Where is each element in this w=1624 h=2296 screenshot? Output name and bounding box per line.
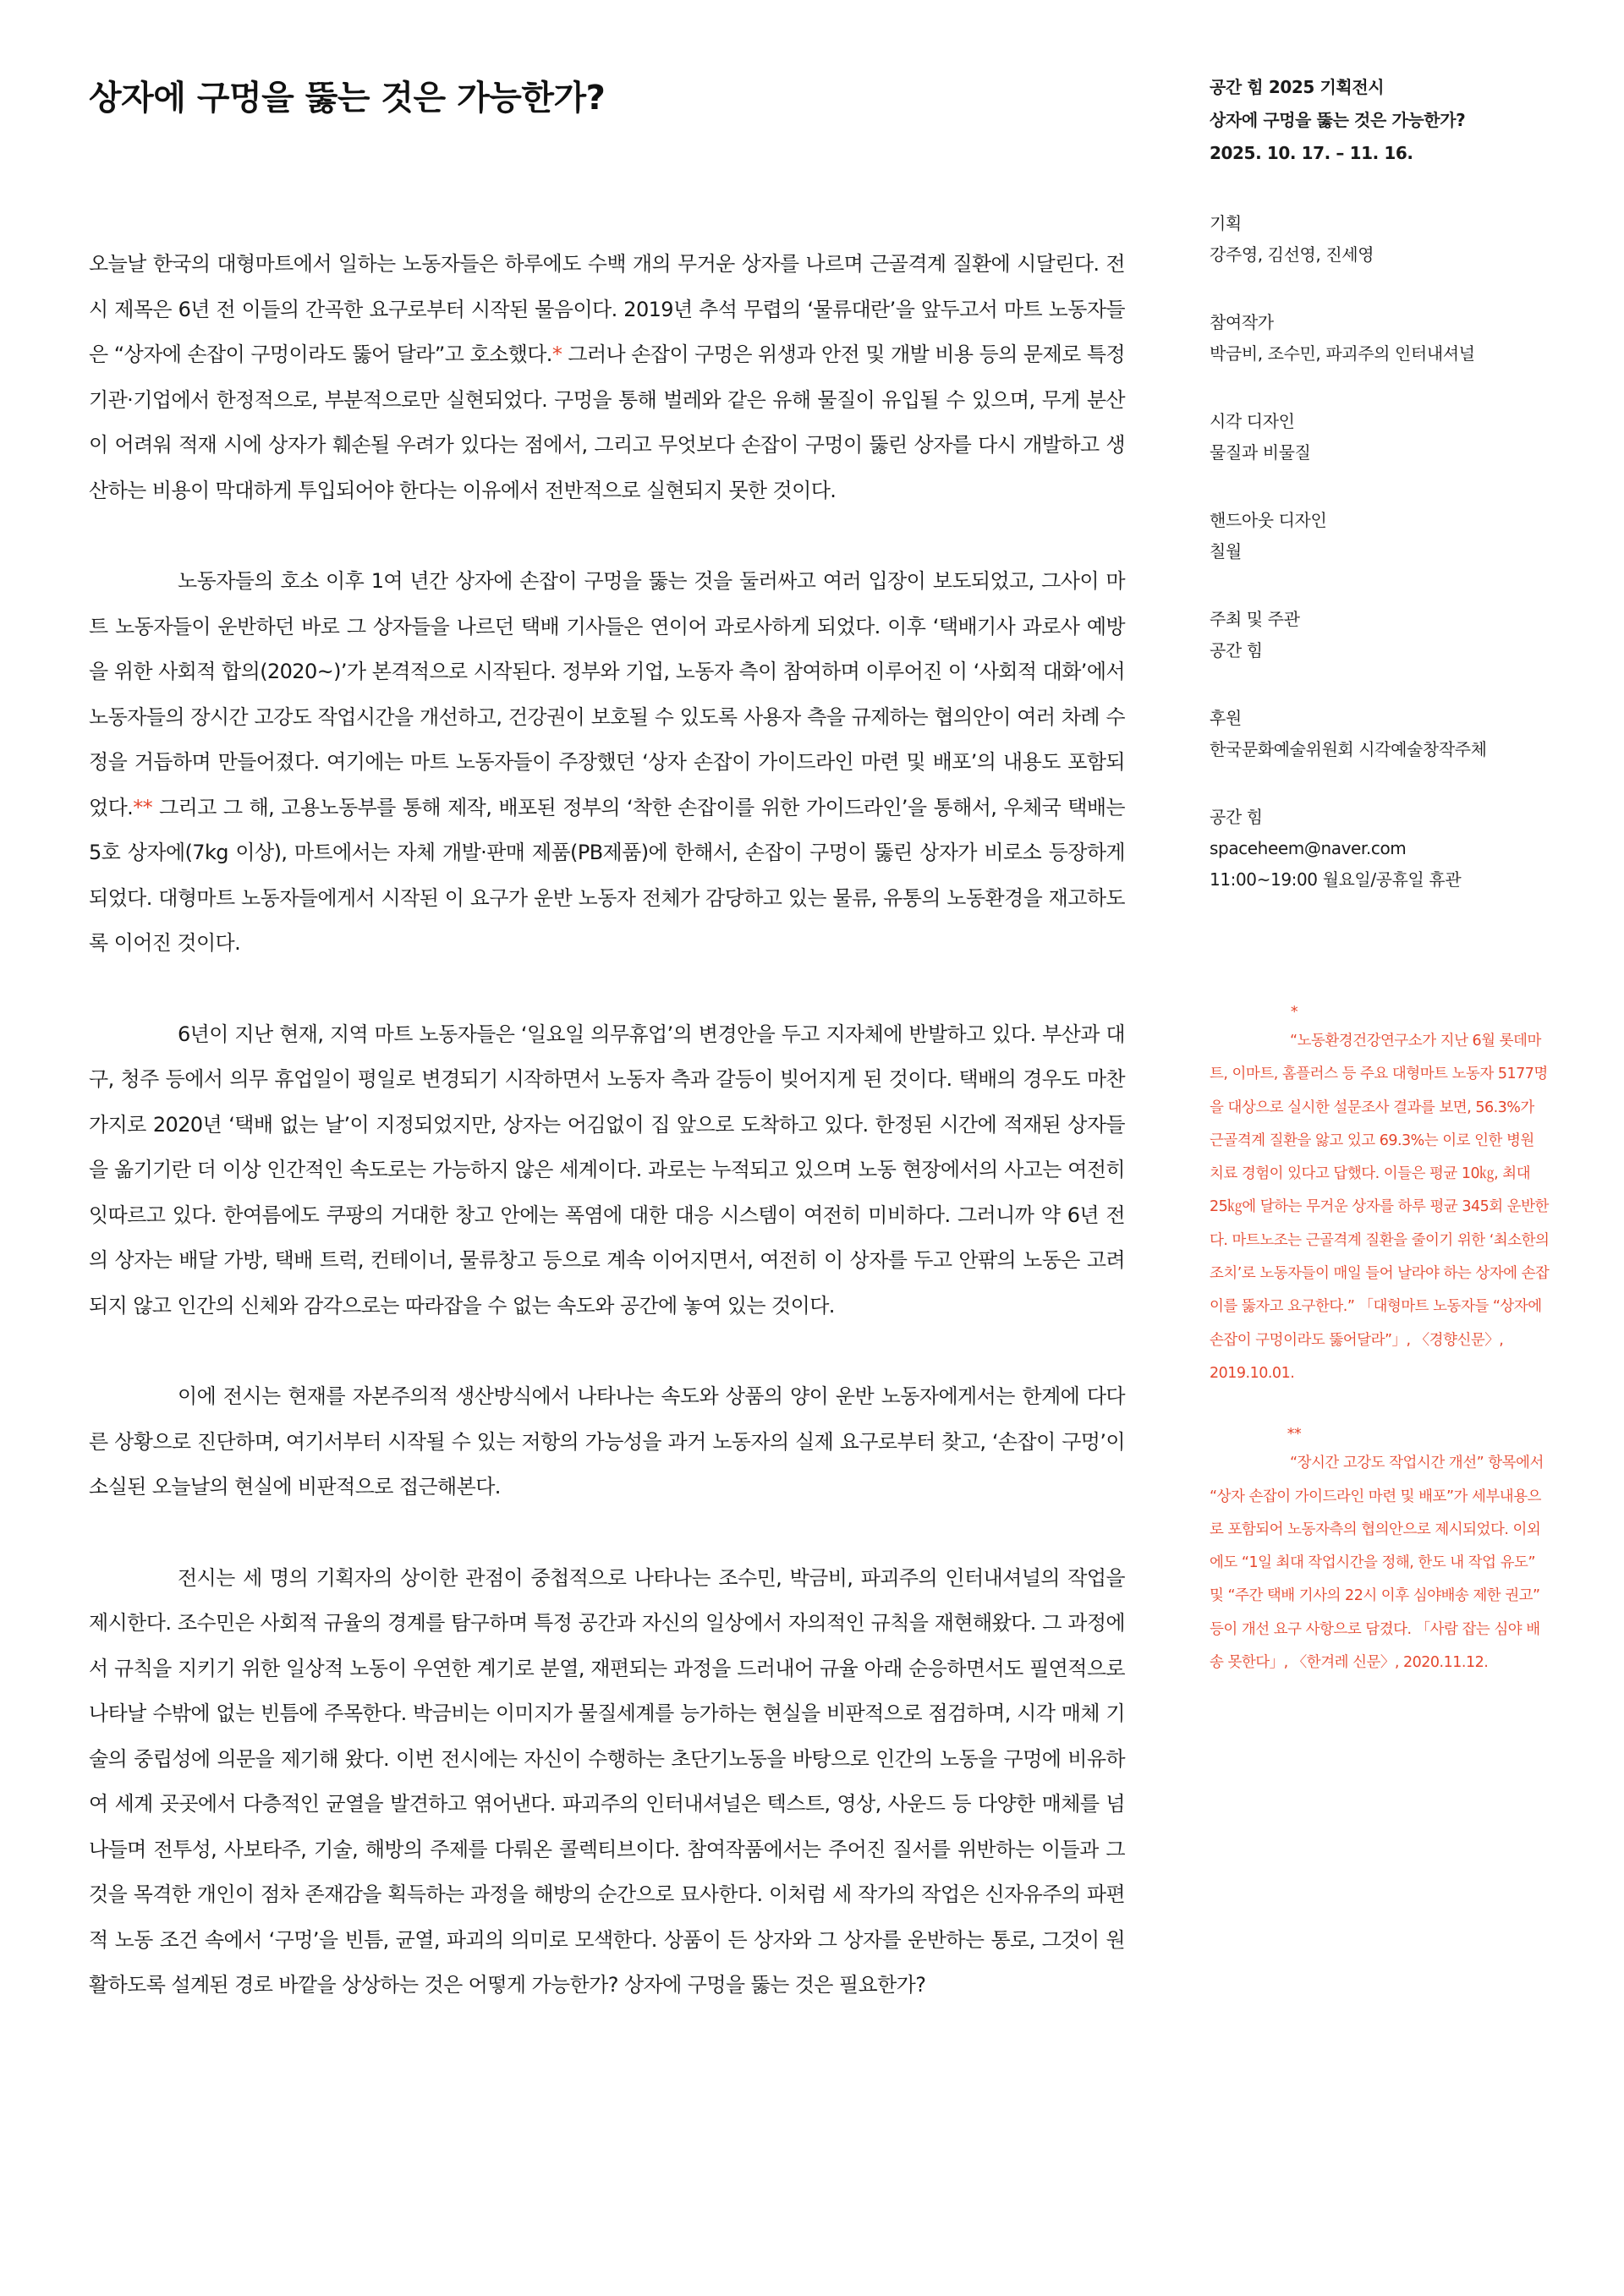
- paragraph-2-text-b: 그리고 그 해, 고용노동부를 통해 제작, 배포된 정부의 ‘착한 손잡이를 위한 가이드라인’을 통해서, 우체국 택배는 5호 상자에(7kg 이상), 마트에서는 자체 개발·판매 제품(PB제품)에 한해서, 손잡이 구멍이 뚫린 상자가 비로소 등장하게 되었다. 대형마트 노동자들에게서 시작된 이 요구가 운반 노동자 전체가 감당하고 있는 물류, 유통의 노동환경을 재고하도록 이어진 것이다.: [89, 795, 1125, 955]
- paragraph-2-text-a: 노동자들의 호소 이후 1여 년간 상자에 손잡이 구멍을 뚫는 것을 둘러싸고 여러 입장이 보도되었고, 그사이 마트 노동자들이 운반하던 바로 그 상자들을 나르던 택배 기사들은 연이어 과로사하게 되었다. 이후 ‘택배기사 과로사 예방을 위한 사회적 합의(2020~)’가 본격적으로 시작된다. 정부와 기업, 노동자 측이 참여하며 이루어진 이 ‘사회적 대화’에서 노동자들의 장시간 고강도 작업시간을 개선하고, 건강권이 보호될 수 있도록 사용자 측을 규제하는 협의안이 여러 차례 수정을 거듭하며 만들어졌다. 여기에는 마트 노동자들이 주장했던 ‘상자 손잡이 가이드라인 마련 및 배포’의 내용도 포함되었다.: [89, 569, 1125, 819]
- credit-value: 공간 힘: [1210, 640, 1263, 660]
- footnotes: [1210, 1000, 1552, 1711]
- credit-label: 주최 및 주관: [1210, 609, 1300, 629]
- credit-value: 박금비, 조수민, 파괴주의 인터내셔널: [1210, 343, 1475, 364]
- credit-label: 기획: [1210, 213, 1242, 233]
- credit-visual-design: [1210, 406, 1548, 469]
- paragraph-2: [89, 559, 1125, 967]
- credit-value: 한국문화예술위원회 시각예술창작주체: [1210, 739, 1487, 759]
- credit-handout-design: [1210, 505, 1548, 567]
- exhibition-info-sidebar: [1210, 71, 1548, 932]
- credit-value: 강주영, 김선영, 진세영: [1210, 244, 1374, 265]
- footnote-mark: *: [1290, 1004, 1298, 1021]
- paragraph-3: 6년이 지난 현재, 지역 마트 노동자들은 ‘일요일 의무휴업’의 변경안을 두고 지자체에 반발하고 있다. 부산과 대구, 청주 등에서 의무 휴업일이 평일로 변경되기 시작하면서 노동자 측과 갈등이 빚어지게 된 것이다. 택배의 경우도 마찬가지로 2020년 ‘택배 없는 날’이 지정되었지만, 상자는 어김없이 집 앞으로 도착하고 있다. 한정된 시간에 적재된 상자들을 옮기기란 더 이상 인간적인 속도로는 가능하지 않은 세계이다. 과로는 누적되고 있으며 노동 현장에서의 사고는 여전히 잇따르고 있다. 한여름에도 쿠팡의 거대한 창고 안에는 폭염에 대한 대응 시스템이 여전히 미비하다. 그러니까 약 6년 전의 상자는 배달 가방, 택배 트럭, 컨테이너, 물류창고 등으로 계속 이어지면서, 여전히 이 상자를 두고 안팎의 노동은 고려되지 않고 인간의 신체와 감각으로는 따라잡을 수 없는 속도와 공간에 놓여 있는 것이다.: [89, 1022, 1125, 1318]
- exhibition-title: 상자에 구멍을 뚫는 것은 가능한가?: [1210, 110, 1466, 130]
- footnote-ref-1: *: [551, 342, 562, 366]
- credit-organizer: [1210, 604, 1548, 666]
- footnote-mark: **: [1287, 1426, 1302, 1444]
- paragraph-5: 전시는 세 명의 기획자의 상이한 관점이 중첩적으로 나타나는 조수민, 박금비, 파괴주의 인터내셔널의 작업을 제시한다. 조수민은 사회적 규율의 경계를 탐구하며 특정 공간과 자신의 일상에서 자의적인 규칙을 재현해왔다. 그 과정에서 규칙을 지키기 위한 일상적 노동이 우연한 계기로 분열, 재편되는 과정을 드러내어 규율 아래 순응하면서도 필연적으로 나타날 수밖에 없는 빈틈에 주목한다. 박금비는 이미지가 물질세계를 능가하는 현실을 비판적으로 점검하며, 시각 매체 기술의 중립성에 의문을 제기해 왔다. 이번 전시에는 자신이 수행하는 초단기노동을 바탕으로 인간의 노동을 구멍에 비유하여 세계 곳곳에서 다층적인 균열을 발견하고 엮어낸다. 파괴주의 인터내셔널은 텍스트, 영상, 사운드 등 다양한 매체를 넘나들며 전투성, 사보타주, 기술, 해방의 주제를 다뤄온 콜렉티브이다. 참여작품에서는 주어진 질서를 위반하는 이들과 그것을 목격한 개인이 점차 존재감을 획득하는 과정을 해방의 순간으로 묘사한다. 이처럼 세 작가의 작업은 신자유주의 파편적 노동 조건 속에서 ‘구멍’을 빈틈, 균열, 파괴의 의미로 모색한다. 상품이 든 상자와 그 상자를 운반하는 통로, 그것이 원활하도록 설계된 경로 바깥을 상상하는 것은 어떻게 가능한가? 상자에 구멍을 뚫는 것은 필요한가?: [89, 1565, 1125, 1997]
- footnote-ref-2: **: [133, 795, 153, 819]
- venue-name: 공간 힘: [1210, 807, 1263, 827]
- credit-curation: [1210, 208, 1548, 271]
- credit-label: 핸드아웃 디자인: [1210, 510, 1327, 530]
- credit-value: 물질과 비물질: [1210, 442, 1311, 463]
- credit-label: 후원: [1210, 708, 1242, 728]
- credit-label: 시각 디자인: [1210, 411, 1295, 431]
- credit-label: 참여작가: [1210, 312, 1274, 332]
- paragraph-1: [89, 242, 1125, 513]
- venue-info: [1210, 802, 1548, 896]
- footnote-1: [1210, 1000, 1552, 1390]
- paragraph-1-text-a: 오늘날 한국의 대형마트에서 일하는 노동자들은 하루에도 수백 개의 무거운 상자를 나르며 근골격계 질환에 시달린다. 전시 제목은 6년 전 이들의 간곡한 요구로부터 시작된 물음이다. 2019년 추석 무렵의 ‘물류대란’을 앞두고서 마트 노동자들은 “상자에 손잡이 구멍이라도 뚫어 달라”고 호소했다.: [89, 252, 1125, 366]
- main-text: [89, 242, 1125, 2054]
- venue-hours: 11:00~19:00 월요일/공휴일 휴관: [1210, 869, 1462, 890]
- credit-sponsor: [1210, 703, 1548, 765]
- credit-value: 칠월: [1210, 541, 1242, 562]
- exhibition-series: 공간 힘 2025 기획전시: [1210, 77, 1385, 97]
- footnote-text: “노동환경건강연구소가 지난 6월 롯데마트, 이마트, 홈플러스 등 주요 대형마트 노동자 5177명을 대상으로 실시한 설문조사 결과를 보면, 56.3%가 근골격계 질환을 앓고 있고 69.3%는 이로 인한 병원 치료 경험이 있다고 답했다. 이들은 평균 10㎏, 최대 25㎏에 달하는 무거운 상자를 하루 평균 345회 운반한다. 마트노조는 근골격계 질환을 줄이기 위한 ‘최소한의 조치’로 노동자들이 매일 들어 날라야 하는 상자에 손잡이를 뚫자고 요구한다.” 「대형마트 노동자들 “상자에 손잡이 구멍이라도 뚫어달라”」, 〈경향신문〉, 2019.10.01.: [1210, 1033, 1550, 1382]
- footnote-text: “장시간 고강도 작업시간 개선” 항목에서 “상자 손잡이 가이드라인 마련 및 배포”가 세부내용으로 포함되어 노동자측의 협의안으로 제시되었다. 이외에도 “1일 최대 작업시간을 정해, 한도 내 작업 유도” 및 “주간 택배 기사의 22시 이후 심야배송 제한 권고” 등이 개선 요구 사항으로 담겼다. 「사람 잡는 심야 배송 못한다」, 〈한겨레 신문〉, 2020.11.12.: [1210, 1455, 1544, 1672]
- page-title: 상자에 구멍을 뚫는 것은 가능한가?: [89, 79, 606, 118]
- paragraph-4: 이에 전시는 현재를 자본주의적 생산방식에서 나타나는 속도와 상품의 양이 운반 노동자에게서는 한계에 다다른 상황으로 진단하며, 여기서부터 시작될 수 있는 저항의 가능성을 과거 노동자의 실제 요구로부터 찾고, ‘손잡이 구멍’이 소실된 오늘날의 현실에 비판적으로 접근해본다.: [89, 1384, 1125, 1499]
- footnote-2: [1210, 1422, 1552, 1680]
- paragraph-1-text-b: 그러나 손잡이 구멍은 위생과 안전 및 개발 비용 등의 문제로 특정 기관·기업에서 한정적으로, 부분적으로만 실현되었다. 구멍을 통해 벌레와 같은 유해 물질이 유입될 수 있으며, 무게 분산이 어려워 적재 시에 상자가 훼손될 우려가 있다는 점에서, 그리고 무엇보다 손잡이 구멍이 뚫린 상자를 다시 개발하고 생산하는 비용이 막대하게 투입되어야 한다는 이유에서 전반적으로 실현되지 못한 것이다.: [89, 342, 1125, 502]
- venue-email: spaceheem@naver.com: [1210, 838, 1407, 858]
- exhibition-header: [1210, 71, 1548, 170]
- exhibition-dates: 2025. 10. 17. – 11. 16.: [1210, 143, 1413, 163]
- credit-artists: [1210, 307, 1548, 370]
